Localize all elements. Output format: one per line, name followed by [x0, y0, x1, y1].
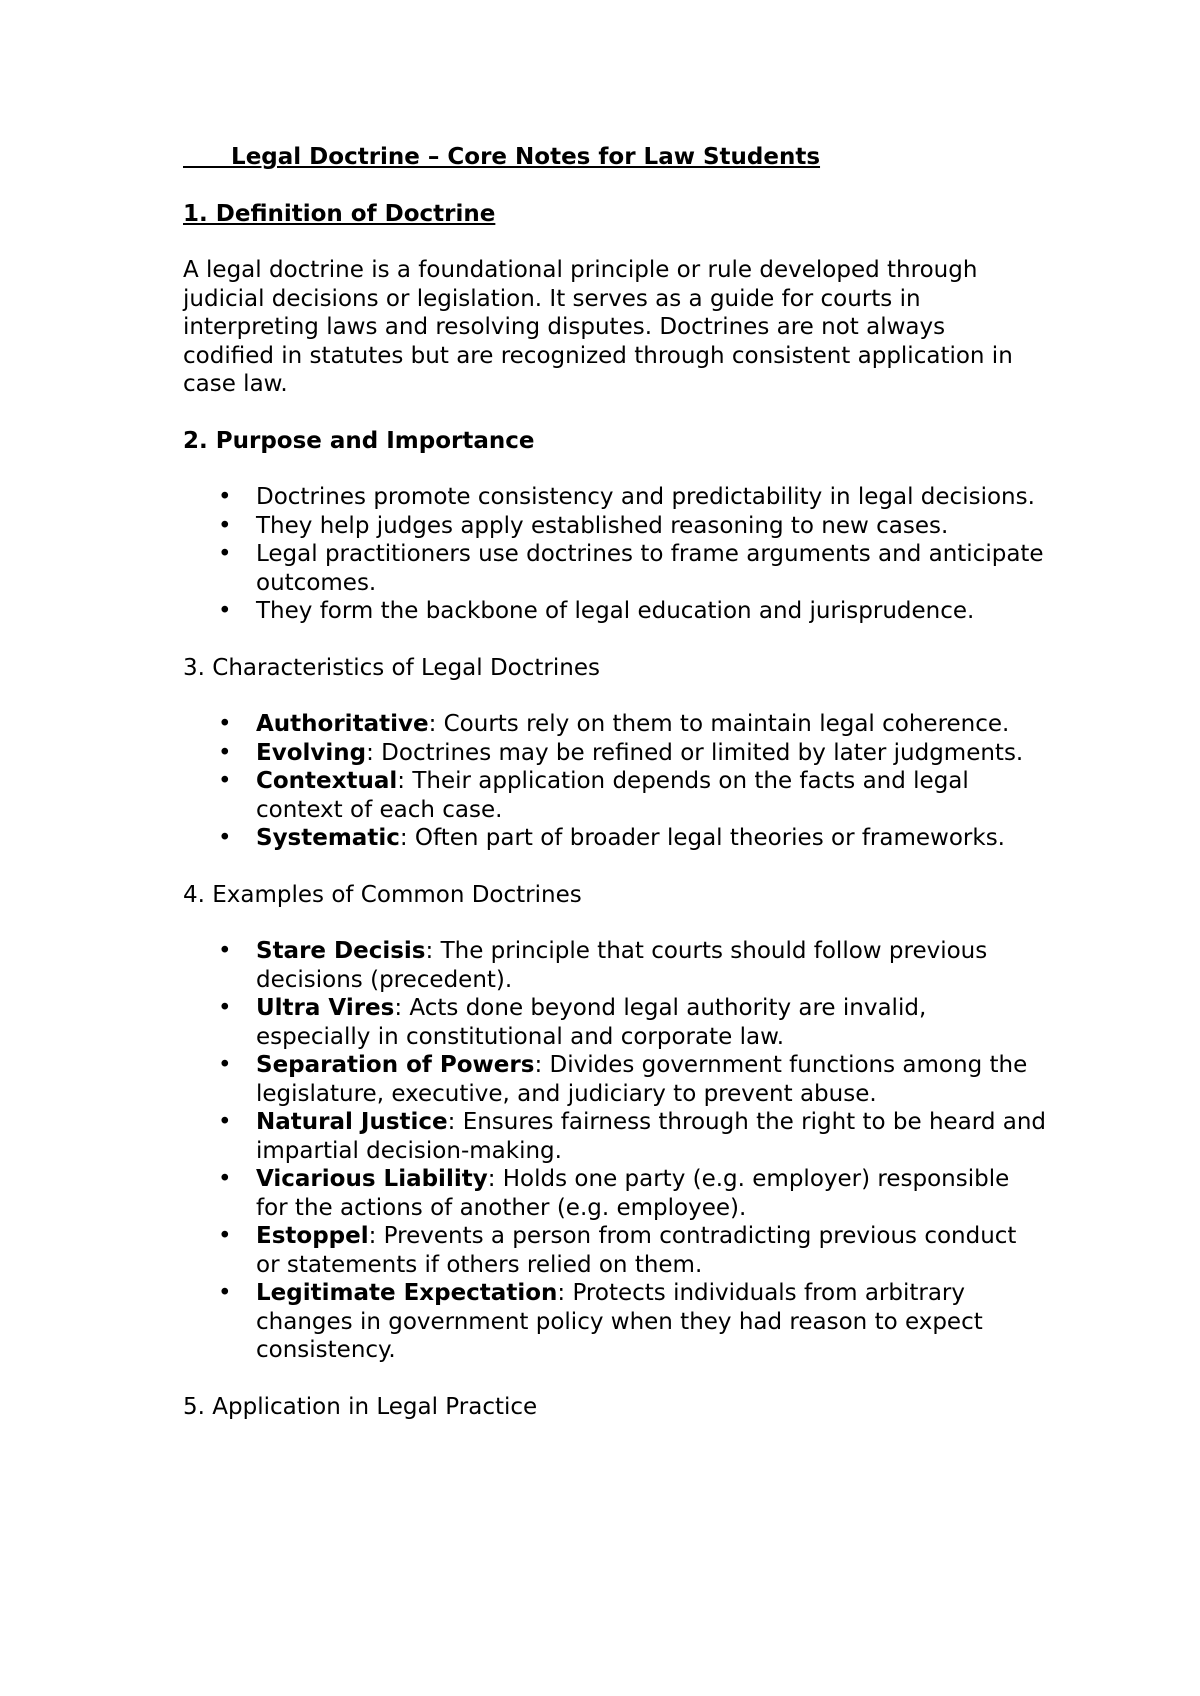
document-title: Legal Doctrine – Core Notes for Law Students: [183, 144, 821, 170]
section-heading-application: 5. Application in Legal Practice: [183, 1393, 538, 1420]
list-item-text: They help judges apply established reasoning to new cases.: [256, 512, 949, 539]
list-item-text: : Doctrines may be refined or limited by later judgments.: [366, 739, 1024, 766]
list-item-text: : Protects individuals from arbitrary changes in government policy when they had reason to expect consistency.: [256, 1280, 983, 1363]
list-item-term: Authoritative: [256, 711, 429, 737]
list-item: [183, 767, 1046, 824]
list-item: [183, 994, 1046, 1051]
list-item: [183, 512, 1046, 541]
section-heading-purpose: 2. Purpose and Importance: [183, 427, 535, 454]
section-heading-characteristics: 3. Characteristics of Legal Doctrines: [183, 654, 600, 681]
list-item-text: Doctrines promote consistency and predictability in legal decisions.: [256, 484, 1035, 510]
list-item: [183, 1165, 1046, 1222]
bullet-icon: •: [218, 1280, 232, 1306]
section-heading-definition: 1. Definition of Doctrine: [183, 200, 496, 227]
list-item-text: They form the backbone of legal education and jurisprudence.: [256, 598, 975, 624]
bullet-icon: •: [218, 768, 232, 794]
list-item-text: : Their application depends on the facts and legal context of each case.: [256, 768, 969, 823]
bullet-icon: •: [218, 1166, 232, 1192]
definition-paragraph: A legal doctrine is a foundational principle or rule developed through judicial decisions or legislation. It serves as a guide for courts in interpreting laws and resolving disputes. Doctrines are not always codified in statutes but are recognized through consistent application in case law.: [183, 257, 1013, 397]
list-item-term: Contextual: [256, 768, 398, 794]
bullet-icon: •: [218, 598, 232, 624]
bullet-icon: •: [218, 541, 232, 567]
list-item-term: Stare Decisis: [256, 938, 426, 964]
list-item-text: : Holds one party (e.g. employer) responsible for the actions of another (e.g. employee).: [256, 1166, 1010, 1221]
bullet-icon: •: [218, 995, 232, 1021]
bullet-icon: •: [218, 938, 232, 964]
bullet-icon: •: [218, 739, 232, 766]
bullet-icon: •: [218, 711, 232, 737]
list-item-term: Legitimate Expectation: [256, 1280, 558, 1306]
list-item: [183, 540, 1046, 597]
list-item-text: : Courts rely on them to maintain legal coherence.: [428, 711, 1010, 737]
bullet-icon: •: [218, 1052, 232, 1078]
list-item: [183, 1279, 1046, 1365]
list-item-term: Natural Justice: [256, 1109, 448, 1135]
section-heading-examples: 4. Examples of Common Doctrines: [183, 881, 582, 908]
list-item-term: Evolving: [256, 739, 367, 766]
purpose-list: [183, 483, 1043, 626]
list-item-text: : Acts done beyond legal authority are invalid, especially in constitutional and corporate law.: [256, 995, 927, 1050]
list-item: [183, 1108, 1046, 1165]
bullet-icon: •: [218, 1223, 232, 1249]
bullet-icon: •: [218, 512, 232, 539]
characteristics-list: [183, 710, 1043, 853]
bullet-icon: •: [218, 825, 232, 851]
list-item: [183, 1051, 1046, 1108]
list-item: [183, 597, 1046, 626]
list-item-term: Vicarious Liability: [256, 1166, 488, 1192]
list-item: [183, 1222, 1046, 1279]
bullet-icon: •: [218, 484, 232, 510]
list-item: [183, 710, 1046, 739]
list-item-text: : Ensures fairness through the right to be heard and impartial decision-making.: [256, 1109, 1047, 1164]
list-item: [183, 937, 1046, 994]
list-item-text: : Prevents a person from contradicting previous conduct or statements if others relied on them.: [256, 1223, 1017, 1278]
list-item-text: : Divides government functions among the legislature, executive, and judiciary to prevent abuse.: [256, 1052, 1028, 1107]
list-item: [183, 483, 1046, 512]
list-item-term: Systematic: [256, 825, 400, 851]
list-item-text: : The principle that courts should follow previous decisions (precedent).: [256, 938, 988, 993]
bullet-icon: •: [218, 1109, 232, 1135]
list-item: [183, 739, 1046, 768]
list-item-term: Ultra Vires: [256, 995, 395, 1021]
list-item: [183, 824, 1046, 853]
list-item-term: Separation of Powers: [256, 1052, 535, 1078]
list-item-text: Legal practitioners use doctrines to frame arguments and anticipate outcomes.: [256, 541, 1044, 596]
list-item-term: Estoppel: [256, 1223, 369, 1249]
document-page: [183, 143, 1047, 1421]
list-item-text: : Often part of broader legal theories or frameworks.: [399, 825, 1005, 851]
examples-list: [183, 937, 1047, 1365]
